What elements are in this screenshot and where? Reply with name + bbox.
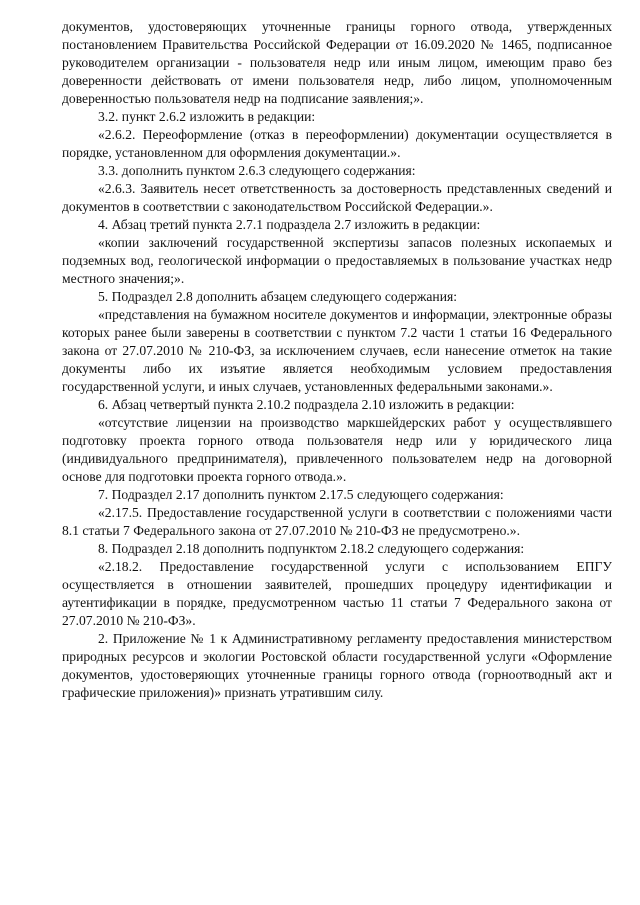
paragraph-item-3-2: 3.2. пункт 2.6.2 изложить в редакции: — [98, 109, 316, 124]
paragraph-item-7: 7. Подраздел 2.17 дополнить пунктом 2.17.5 следующего содержания: — [98, 487, 504, 502]
paragraph-quote-2-10-2: «отсутствие лицензии на производство маркшейдерских работ у осуществлявшего подготовку проекта горного отвода пользователя недр или у юридического лица (индивидуального предпринимателя), привлеченного пользователем недр на договорной основе для подготовки проекта горного отвода.». — [62, 415, 612, 484]
paragraph-continuation: документов, удостоверяющих уточненные границы горного отвода, утвержденных постановлением Правительства Российской Федерации от 16.09.2020 № 1465, подписанное руководителем организации - пользователя недр или иным лицом, имеющим право без доверенности действовать от имени пользователя недр, либо лицом, уполномоченным доверенностью пользователя недр на подписание заявления;». — [62, 19, 612, 106]
paragraph-quote-2-18-2: «2.18.2. Предоставление государственной услуги с использованием ЕПГУ осуществляется в отношении заявителей, прошедших процедуру идентификации и аутентификации в порядке, предусмотренном частью 11 статьи 7 Федерального закона от 27.07.2010 № 210-ФЗ». — [62, 559, 612, 628]
paragraph-item-8: 8. Подраздел 2.18 дополнить подпунктом 2.18.2 следующего содержания: — [98, 541, 525, 556]
paragraph-item-4: 4. Абзац третий пункта 2.7.1 подраздела 2.7 изложить в редакции: — [98, 217, 481, 232]
paragraph-quote-2-17-5: «2.17.5. Предоставление государственной услуги в соответствии с положениями части 8.1 статьи 7 Федерального закона от 27.07.2010 № 210-ФЗ не предусмотрено.». — [62, 505, 612, 538]
paragraph-quote-2-7-1: «копии заключений государственной экспертизы запасов полезных ископаемых и подземных вод, геологической информации о предоставляемых в пользование участках недр местного значения;». — [62, 235, 612, 286]
paragraph-item-3-3: 3.3. дополнить пунктом 2.6.3 следующего содержания: — [98, 163, 416, 178]
paragraph-item-5: 5. Подраздел 2.8 дополнить абзацем следующего содержания: — [98, 289, 458, 304]
paragraph-quote-2-6-2: «2.6.2. Переоформление (отказ в переоформлении) документации осуществляется в порядке, установленном для оформления документации.». — [62, 127, 612, 160]
paragraph-quote-2-6-3: «2.6.3. Заявитель несет ответственность за достоверность представленных сведений и документов в соответствии с законодательством Российской Федерации.». — [62, 181, 612, 214]
paragraph-item-6: 6. Абзац четвертый пункта 2.10.2 подраздела 2.10 изложить в редакции: — [98, 397, 515, 412]
paragraph-item-2-appendix: 2. Приложение № 1 к Административному регламенту предоставления министерством природных ресурсов и экологии Ростовской области государственной услуги «Оформление документов, удостоверяющих уточненные границы горного отвода (горноотводный акт и графические приложения)» признать утратившим силу. — [62, 631, 612, 700]
paragraph-quote-2-8: «представления на бумажном носителе документов и информации, электронные образы которых ранее были заверены в соответствии с пунктом 7.2 части 1 статьи 16 Федерального закона от 27.07.2010 № 210-ФЗ, за исключением случаев, если нанесение отметок на такие документы либо их изъятие является необходимым условием предоставления государственной услуги, и иных случаев, установленных федеральными законами.». — [62, 307, 612, 394]
